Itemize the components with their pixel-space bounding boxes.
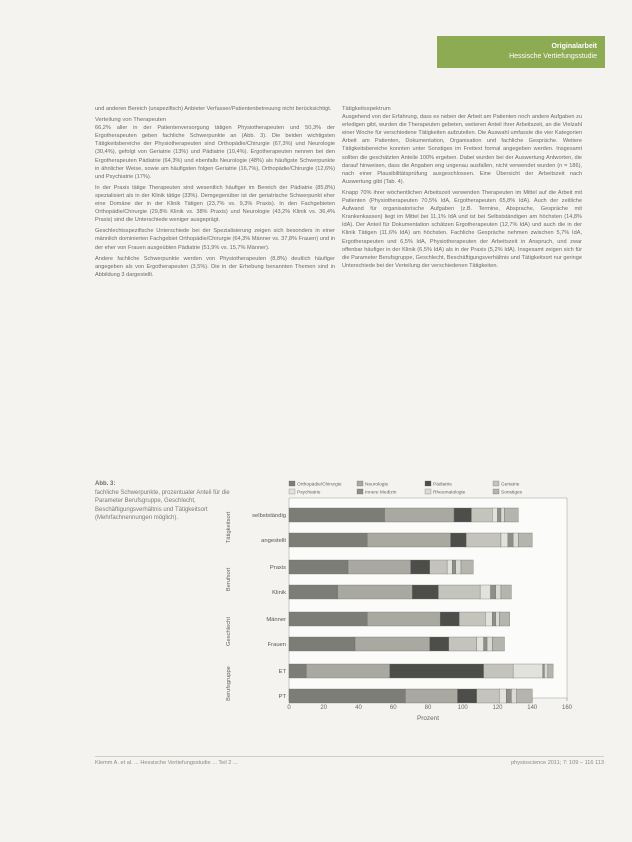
bar-segment-7-6 [511,689,516,703]
bar-segment-5-2 [430,637,449,651]
bar-segment-5-3 [449,637,477,651]
right-heading: Tätigkeitsspektrum [342,106,391,112]
bar-segment-3-4 [480,585,490,599]
footer-rule [95,756,604,757]
bar-segment-2-1 [348,560,411,574]
bar-segment-7-0 [289,689,405,703]
bar-segment-0-6 [501,508,504,522]
bar-segment-3-3 [438,585,480,599]
category-label-6: ET [278,669,286,675]
bar-segment-2-3 [430,560,447,574]
x-axis-title: Prozent [416,715,440,722]
category-label-1: angestellt [261,538,286,544]
right-column [342,105,582,273]
bar-segment-6-0 [289,664,306,678]
bar-segment-2-6 [456,560,461,574]
legend-label-5: Innere Medizin [365,490,397,496]
bar-segment-1-3 [466,533,501,547]
bar-segment-3-1 [338,585,413,599]
bar-segment-2-5 [452,560,455,574]
bar-segment-5-0 [289,637,355,651]
legend-swatch-0 [289,481,295,486]
bar-segment-1-6 [513,533,518,547]
legend-swatch-5 [357,489,363,494]
legend-swatch-7 [493,489,499,494]
x-tick-label-6: 120 [492,705,503,711]
bar-segment-2-4 [447,560,452,574]
bar-segment-0-5 [498,508,501,522]
bar-segment-4-2 [440,612,459,626]
category-label-3: Klinik [272,590,286,596]
x-tick-label-2: 40 [355,705,362,711]
bar-segment-5-5 [484,637,487,651]
bar-segment-4-4 [485,612,492,626]
bar-segment-4-7 [499,612,509,626]
section-tag [437,36,605,68]
bar-segment-0-0 [289,508,385,522]
group-label-2: Geschlecht [226,617,232,646]
left-intro: und anderen Bereich (unspezifisch) Anbieter Verfasser/Patientenbetreuung nicht berücksichtigt. [95,106,332,112]
right-paragraph-2: Knapp 70% ihrer wöchentlichen Arbeitszeit verwenden Therapeuten im Mittel auf die Arbeit mit Patienten (Physiotherapeuten 70,5% IdA, Ergotherapeuten 65,8% IdA). Auch der zeitliche Aufwand für organisatorische Aufgaben (z.B. Termine, Absprache, Gespräche mit Krankenkassen) liegt im Mittel bei 11,1% IdA und ist bei Selbstständigen am höchsten (14,8% IdA). Der Anteil für Dokumentation schätzen Ergotherapeuten (12,7% IdA) und auch die in der Klinik Tätigen (11,6% IdA) am höchsten. Fachliche Gespräche nehmen zwischen 5,7% IdA, Ergotherapeuten und 6,5% IdA, Physiotherapeuten der Arbeitszeit in Anspruch, und zwar offenbar häufiger in der Klinik (6,5% IdA) als in der Praxis (5,2% IdA). Insgesamt zeigen sich für die Parameter Berufsgruppe, Geschlecht, Beschäftigungsverhältnis und Tätigkeitsort nur geringe Unterschiede bei der Verteilung der verschiedenen Tätigkeiten. [342,189,582,269]
x-tick-label-5: 100 [457,705,468,711]
bar-segment-3-2 [412,585,438,599]
bar-segment-4-6 [496,612,499,626]
x-tick-label-8: 160 [561,705,573,711]
bar-segment-3-6 [496,585,501,599]
group-label-0: Tätigkeitsort [226,511,232,544]
category-label-0: selbstständig [252,513,286,519]
group-label-1: Berufsort [226,567,232,592]
x-tick-label-7: 140 [527,705,538,711]
bar-segment-1-2 [451,533,467,547]
legend-swatch-3 [493,481,499,486]
bar-segment-7-4 [499,689,506,703]
figure-title: Abb. 3: [95,481,116,487]
bar-segment-3-5 [491,585,496,599]
legend-label-2: Pädiatrie [433,482,452,488]
x-tick-label-4: 80 [424,705,432,711]
legend-swatch-2 [425,481,431,486]
bar-segment-6-3 [484,664,514,678]
category-label-4: Männer [266,617,286,623]
bar-segment-1-0 [289,533,367,547]
bar-segment-7-2 [458,689,477,703]
bar-segment-1-7 [518,533,532,547]
bar-segment-6-2 [390,664,484,678]
category-label-5: Frauen [267,642,286,648]
stacked-bar-chart [222,478,587,728]
figure-caption [95,480,235,523]
legend-label-6: Rheumatologie [433,490,466,496]
bar-segment-5-7 [492,637,504,651]
left-column [95,105,335,282]
section-tag-line1: Originalarbeit [551,43,597,50]
left-paragraph-3: Geschlechtsspezifische Unterschiede bei der Spezialisierung zeigen sich besonders in einer männlich dominierten Fachgebiet Orthopädie/Chirurgie (64,3% Männer vs. 37,8% Frauen) und in der eher von Frauen ausgeübten Pädiatrie (51,9% vs. 15,7% Männer). [95,228,335,251]
legend-label-3: Geriatrie [501,482,520,488]
footer-citation: Klemm A. et al. ... Hessische Vertiefungsstudie ... Teil 2 ... [95,760,238,766]
category-label-7: PT [278,694,286,700]
bar-segment-0-3 [471,508,492,522]
x-tick-label-1: 20 [320,705,328,711]
bar-segment-5-6 [487,637,492,651]
bar-segment-6-6 [544,664,547,678]
bar-segment-4-5 [492,612,495,626]
legend-swatch-4 [289,489,295,494]
legend-swatch-6 [425,489,431,494]
figure-caption-text: fachliche Schwerpunkte, prozentualer Anteil für die Parameter Berufsgruppe, Geschlecht, Beschäftigungsverhältnis und Tätigkeitsort (Mehrfachnennungen möglich). [95,489,230,521]
bar-segment-6-5 [543,664,545,678]
bar-segment-7-5 [506,689,511,703]
bar-segment-0-2 [454,508,471,522]
left-heading: Verteilung von Therapeuten [95,117,167,124]
footer-page-info: physioscience 2011; 7: 109 – 116 113 [511,760,604,766]
left-paragraph-2: In der Praxis tätige Therapeuten sind wesentlich häufiger im Bereich der Pädiatrie (85,8%) spezialisiert als in der Klinik tätige (33%). Demgegenüber ist der geriatrische Schwerpunkt eher eine Domäne der in der Klinik Tätigen (23,7% vs. 9,3% Praxis). In den Fachgebieten Orthopädie/Chirurgie (29,8% Klinik vs. 38% Praxis) und Neurologie (43,2% Klinik vs. 36,4% Praxis) sind die Unterschiede weniger ausgeprägt. [95,184,335,224]
section-tag-line2: Hessische Vertiefungsstudie [509,53,597,60]
bar-segment-7-1 [405,689,457,703]
left-paragraph-4: Andere fachliche Schwerpunkte werden von Physiotherapeuten (8,8%) deutlich häufiger angegeben als von Ergotherapeuten (3,5%). Die in der Erhebung benannten Themen sind in Abbildung 3 dargestellt. [95,255,335,278]
bar-segment-6-7 [548,664,553,678]
bar-segment-2-7 [461,560,473,574]
bar-segment-7-7 [517,689,533,703]
bar-segment-4-0 [289,612,367,626]
left-paragraph-1: 66,2% aller in der Patientenversorgung tätigen Physiotherapeuten und 50,3% der Ergotherapeuten geben fachliche Schwerpunkte an (Abb. 3). Die beiden wichtigsten Tätigkeitsbereiche der Physiotherapeuten sind Orthopädie/Chirurgie (67,3%) und Neurologie (30,4%), gefolgt von Geriatrie (13%) und Pädiatrie (10,4%). Ergotherapeuten nennen bei den Ergotherapeuten Pädiatrie (64,3%) und ebenfalls Neurologie (48%) als häufigste Schwerpunkte in ähnlicher Weise, sowie am häufigsten folgen Geriatrie (16,7%), Orthopädie/Chirurgie (12,6%) und Psychiatrie (17%). [95,125,335,180]
bar-segment-0-4 [492,508,497,522]
bar-segment-3-7 [501,585,511,599]
x-tick-label-3: 60 [389,705,397,711]
bar-segment-3-0 [289,585,338,599]
bar-segment-5-4 [477,637,484,651]
bar-segment-4-1 [367,612,440,626]
legend-label-4: Psychiatrie [297,490,321,496]
legend-label-1: Neurologie [365,482,389,488]
bar-segment-0-1 [385,508,455,522]
right-paragraph-1: Ausgehend von der Erfahrung, dass es neben der Arbeit am Patienten noch andere Aufgaben zu erledigen gibt, wurden die Therapeuten gebeten, weiteren Anteil ihrer Arbeitszeit, an die Vielzahl einer Woche für verschiedene Tätigkeiten aufzuteilen. Die Auswahl umfasste die vier Kategorien Arbeit am Patienten, Dokumentation, Organisation und fachliche Gespräche. Weitere Tätigkeitsbereiche konnten unter Sonstiges im Freitext formal angegeben werden. Insgesamt sollten die geschätzten Anteile 100% ergeben. Dabei wurden bei der Auswertung Antworten, die darauf hinweisen, dass die Angaben eng ungenau ausfallen, nicht verwendet wurden (n = 186), nach einer Plausibilitätsprüfung ausgeschlossen. Eine Übersicht der Arbeitszeit nach Auswertung gibt (Tab. 4). [342,114,582,185]
bar-segment-5-1 [355,637,430,651]
bar-segment-4-3 [459,612,485,626]
legend-label-0: Orthopädie/Chirurgie [297,482,342,488]
bar-segment-7-3 [477,689,500,703]
bar-segment-1-5 [508,533,513,547]
category-label-2: Praxis [269,565,286,571]
bar-segment-0-7 [504,508,518,522]
bar-segment-6-4 [513,664,543,678]
bar-segment-2-0 [289,560,348,574]
bar-segment-1-4 [501,533,508,547]
group-label-3: Berufsgruppe [226,666,232,701]
legend-swatch-1 [357,481,363,486]
legend-label-7: Sonstiges [501,490,523,496]
bar-segment-6-1 [306,664,389,678]
x-tick-label-0: 0 [287,705,291,711]
bar-segment-2-2 [411,560,430,574]
bar-segment-1-1 [367,533,450,547]
